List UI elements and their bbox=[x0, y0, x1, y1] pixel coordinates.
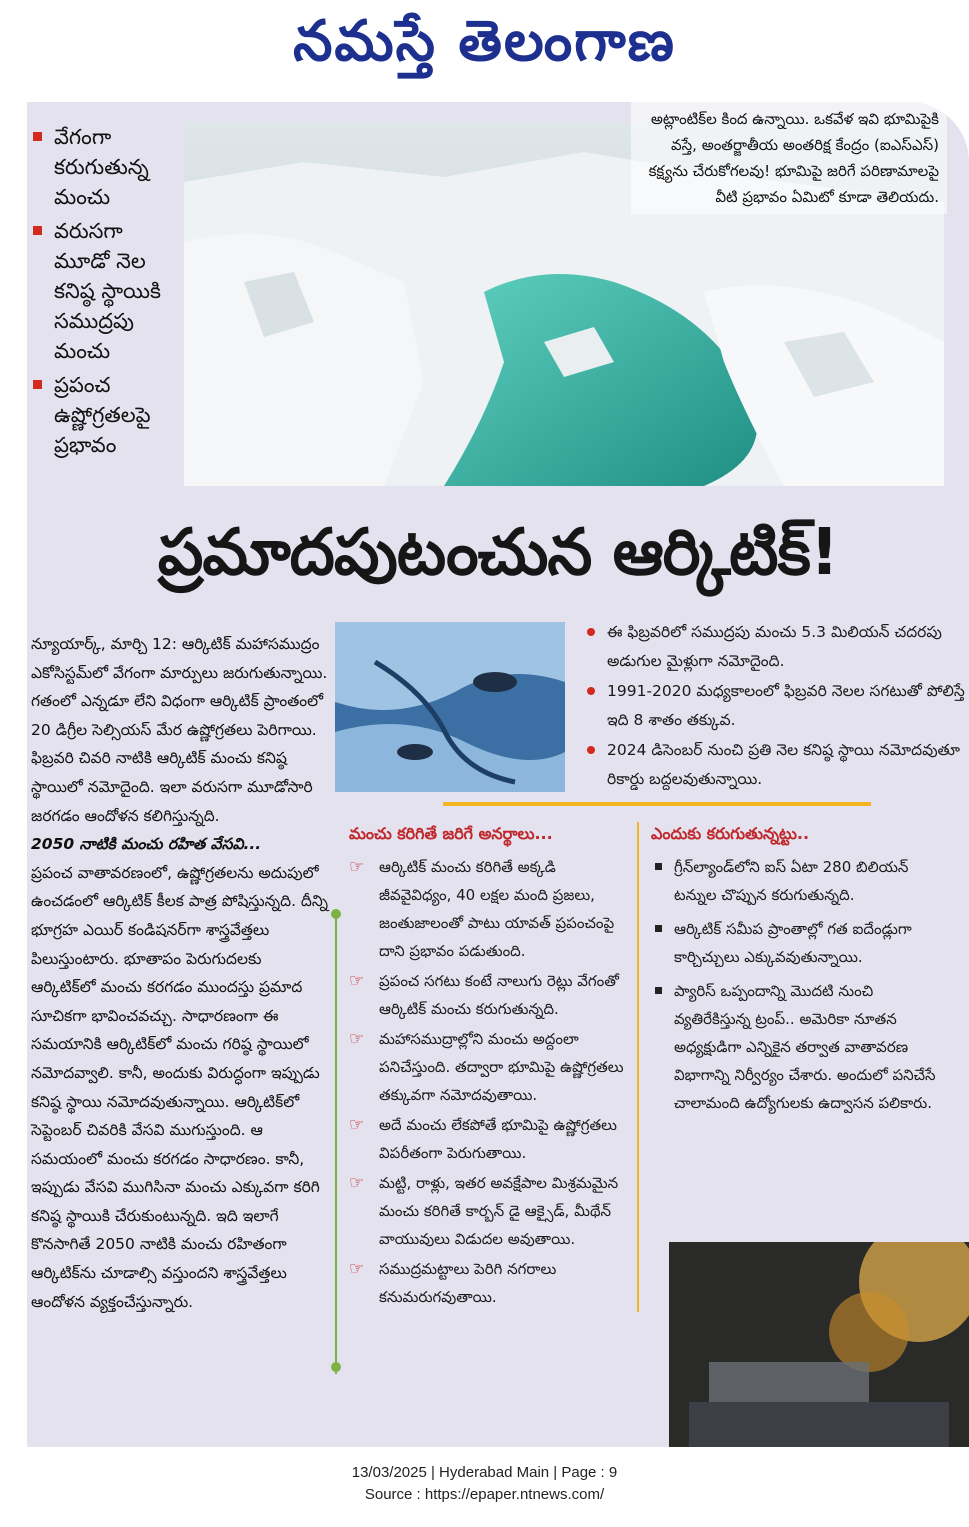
divider-dot bbox=[331, 1362, 341, 1372]
bullet-dot-icon bbox=[587, 628, 595, 636]
headline bbox=[27, 510, 969, 610]
bullet-square-icon bbox=[655, 987, 662, 994]
causes-column bbox=[651, 824, 951, 1123]
column-divider bbox=[637, 822, 639, 1312]
smokestack-photo bbox=[669, 1242, 969, 1447]
bullet-dot-icon bbox=[587, 746, 595, 754]
consequence-item: ☞ మట్టి, రాళ్లు, ఇతర అవక్షేపాల మిశ్రమమైన మంచు కరిగితే కార్బన్ డై ఆక్సైడ్, మీథేన్ వాయువులు విడుదల అవుతాయి. bbox=[349, 1169, 631, 1253]
pointing-hand-icon: ☞ bbox=[349, 1259, 365, 1279]
cause-item: ఆర్కిటిక్ సమీప ప్రాంతాల్లో గత ఐదేండ్లుగా కార్చిచ్చులు ఎక్కువవుతున్నాయి. bbox=[651, 915, 951, 971]
cause-item: గ్రీన్‌ల్యాండ్‌లోని ఐస్ ఏటా 280 బిలియన్ టన్నుల చొప్పున కరుగుతున్నది. bbox=[651, 853, 951, 909]
summary-bullets bbox=[27, 122, 177, 464]
pointing-hand-icon: ☞ bbox=[349, 1029, 365, 1049]
article-page bbox=[27, 102, 969, 1447]
consequence-item: ☞ ప్రపంచ సగటు కంటే నాలుగు రెట్లు వేగంతో ఆర్కిటిక్ మంచు కరుగుతున్నది. bbox=[349, 967, 631, 1023]
main-article-column bbox=[31, 630, 331, 1316]
article-subheading: 2050 నాటికి మంచు రహిత వేసవి... bbox=[31, 835, 262, 854]
column-divider bbox=[335, 914, 337, 1374]
pointing-hand-icon: ☞ bbox=[349, 857, 365, 877]
cause-item: ప్యారిస్ ఒప్పందాన్ని మొదటి నుంచి వ్యతిరేకిస్తున్న ట్రంప్.. అమెరికా నూతన అధ్యక్షుడిగా ఎన్నికైన తర్వాత వాతావరణ విభాగాన్ని నిర్వీర్యం చేశారు. అందులో పనిచేసే చాలామంది ఉద్యోగులకు ఉద్వాసన పలికారు. bbox=[651, 977, 951, 1117]
edition-info: 13/03/2025 | Hyderabad Main | Page : 9 bbox=[351, 1464, 618, 1481]
consequence-item: ☞ మహాసముద్రాల్లోని మంచు అద్దంలా పనిచేస్తుంది. తద్వారా భూమిపై ఉష్ణోగ్రతలు తక్కువగా నమోదవుతాయి. bbox=[349, 1025, 631, 1109]
source-link[interactable]: Source : https://epaper.ntnews.com/ bbox=[364, 1486, 605, 1503]
consequence-item: ☞ అదే మంచు లేకపోతే భూమిపై ఉష్ణోగ్రతలు విపరీతంగా పెరుగుతాయి. bbox=[349, 1111, 631, 1167]
bullet-square-icon bbox=[655, 863, 662, 870]
ice-melt-photo bbox=[335, 622, 565, 792]
bullet-dot-icon bbox=[587, 687, 595, 695]
summary-bullet: వరుసగా మూడో నెల కనిష్ఠ స్థాయికి సముద్రపు మంచు bbox=[27, 216, 177, 366]
headline-text: ప్రమాదపుటంచున ఆర్కిటిక్! bbox=[157, 515, 839, 590]
fact-item: ఈ ఫిబ్రవరిలో సముద్రపు మంచు 5.3 మిలియన్ చదరపు అడుగుల మైళ్లుగా నమోదైంది. bbox=[587, 618, 967, 676]
summary-bullet: వేగంగా కరుగుతున్న మంచు bbox=[27, 122, 177, 212]
summary-bullet: ప్రపంచ ఉష్ణోగ్రతలపై ప్రభావం bbox=[27, 370, 177, 460]
masthead bbox=[0, 0, 969, 95]
section-divider bbox=[443, 802, 871, 806]
consequences-heading: మంచు కరిగితే జరిగే అనర్థాలు... bbox=[349, 824, 553, 843]
article-paragraph: ప్రపంచ వాతావరణంలో, ఉష్ణోగ్రతలను అదుపులో ఉంచడంలో ఆర్కిటిక్ కీలక పాత్ర పోషిస్తున్నది. దీన్ని భూగ్రహ ఎయిర్ కండిషనర్‌గా శాస్త్రవేత్తలు పిలుస్తుంటారు. భూతాపం పెరుగుదలకు ఆర్కిటిక్‌లో మంచు కరగడం ముందస్తు ప్రమాద సూచికగా భావించవచ్చు. సాధారణంగా ఈ సమయానికి ఆర్కిటిక్‌లో మంచు గరిష్ఠ స్థాయిలో నమోదవ్వాలి. కానీ, అందుకు విరుద్ధంగా ఇప్పుడు కనిష్ఠ స్థాయి నమోదవుతున్నాయి. ఆర్కిటిక్‌లో సెప్టెంబర్ చివరికి వేసవి ముగుస్తుంది. ఆ సమయంలో మంచు కరగడం సాధారణం. కానీ, ఇప్పుడు వేసవి ముగిసినా మంచు ఎక్కువగా కరిగి కనిష్ఠ స్థాయికి చేరుకుంటున్నది. ఇది ఇలాగే కొనసాగితే 2050 నాటికి మంచు రహితంగా ఆర్కిటిక్‌ను చూడాల్సి వస్తుందని శాస్త్రవేత్తలు ఆందోళన వ్యక్తంచేస్తున్నారు. bbox=[31, 863, 329, 1311]
bullet-square-icon bbox=[33, 132, 42, 141]
pointing-hand-icon: ☞ bbox=[349, 1173, 365, 1193]
bullet-square-icon bbox=[655, 925, 662, 932]
page-footer bbox=[0, 1462, 969, 1506]
article-paragraph: న్యూయార్క్, మార్చి 12: ఆర్కిటిక్ మహాసముద్రం ఎకోసిస్టమ్‌లో వేగంగా మార్పులు జరుగుతున్నాయి. గతంలో ఎన్నడూ లేని విధంగా ఆర్కిటిక్ ప్రాంతంలో 20 డిగ్రీల సెల్సియస్ మేర ఉష్ణోగ్రతలు పెరిగాయి. ఫిబ్రవరి చివరి నాటికి ఆర్కిటిక్ మంచు కనిష్ఠ స్థాయిలో నమోదైంది. ఇలా వరుసగా మూడోసారి జరగడం ఆందోళన కలిగిస్తున్నది. bbox=[31, 635, 328, 825]
newspaper-title: నమస్తే తెలంగాణ bbox=[293, 7, 676, 74]
consequence-item: ☞ ఆర్కిటిక్ మంచు కరిగితే అక్కడి జీవవైవిధ్యం, 40 లక్షల మంది ప్రజలు, జంతుజాలంతో పాటు యావత్ ప్రపంచంపై దాని ప్రభావం పడుతుంది. bbox=[349, 853, 631, 965]
divider-dot bbox=[331, 909, 341, 919]
pointing-hand-icon: ☞ bbox=[349, 971, 365, 991]
fact-item: 2024 డిసెంబర్ నుంచి ప్రతి నెల కనిష్ఠ స్థాయి నమోదవుతూ రికార్డు బద్దలవుతున్నాయి. bbox=[587, 736, 967, 794]
bullet-square-icon bbox=[33, 226, 42, 235]
consequences-column bbox=[349, 824, 631, 1313]
photo-caption-text: అట్లాంటిక్‌ల కింద ఉన్నాయి. ఒకవేళ ఇవి భూమిపైకి వస్తే, అంతర్జాతీయ అంతరిక్ష కేంద్రం (ఐఎస్‌ఎస్) కక్ష్యను చేరుకోగలవు! భూమిపై జరిగే పరిణామాలపై వీటి ప్రభావం ఏమిటో కూడా తెలియదు. bbox=[631, 102, 947, 214]
facts-list bbox=[587, 618, 967, 795]
consequence-item: ☞ సముద్రమట్టాలు పెరిగి నగరాలు కనుమరుగవుతాయి. bbox=[349, 1255, 631, 1311]
fact-item: 1991-2020 మధ్యకాలంలో ఫిబ్రవరి నెలల సగటుతో పోలిస్తే ఇది 8 శాతం తక్కువ. bbox=[587, 677, 967, 735]
causes-heading: ఎందుకు కరుగుతున్నట్టు.. bbox=[651, 824, 810, 843]
pointing-hand-icon: ☞ bbox=[349, 1115, 365, 1135]
bullet-square-icon bbox=[33, 380, 42, 389]
